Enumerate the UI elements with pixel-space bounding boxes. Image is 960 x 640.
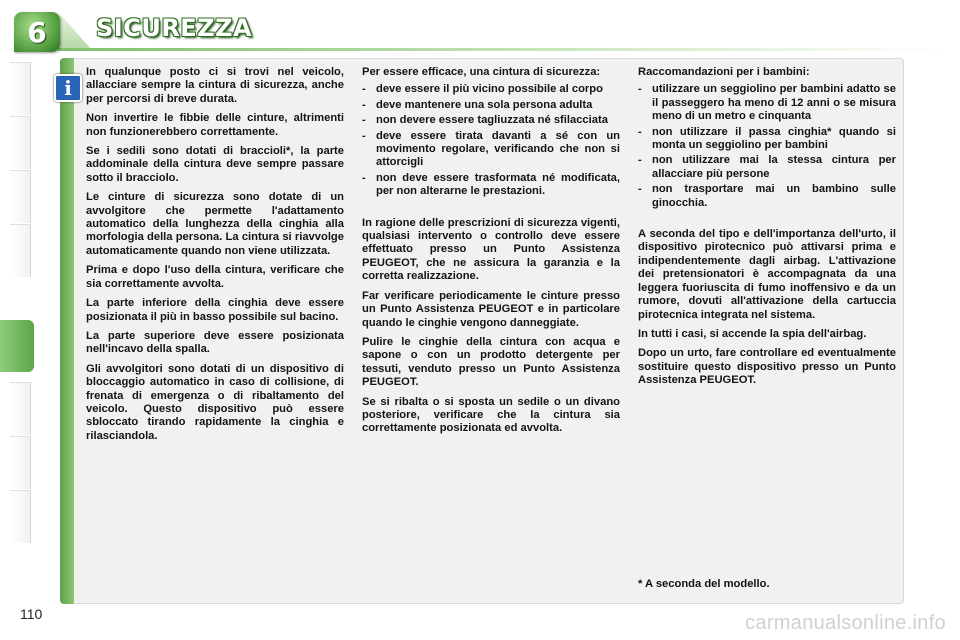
airbag-paragraph [638, 228, 896, 322]
footnote: * A seconda del modello. [638, 578, 770, 590]
watermark: carmanualsonline.info [745, 612, 946, 634]
page-title: SICUREZZA [96, 14, 253, 42]
list-item: - deve essere il più vicino possibile al corpo [362, 83, 620, 96]
airbag-text: il dispositivo pirotecnico può attivarsi prima e indipendentemente dagli airbag. L'attivazione dei pretensionatori è accompagnata da una leggera fuoriuscita di fumo inoffensivo e da un rumore, dovuti all'attivazione della cartuccia pirotecnica integrata nel sistema. [638, 228, 896, 321]
paragraph: Pulire le cinghie della cintura con acqua e sapone o con un prodotto detergente per tessuti, venduto presso un Punto Assistenza PEUGEOT. [362, 335, 620, 389]
list-item: - deve mantenere una sola persona adulta [362, 99, 620, 112]
paragraph: In qualunque posto ci si trovi nel veicolo, allacciare sempre la cintura di sicurezza, anche per percorsi di breve durata. [86, 66, 344, 105]
paragraph: La parte superiore deve essere posizionata nell'incavo della spalla. [86, 329, 344, 356]
airbag-lead: A seconda del tipo e dell'importanza dell'urto, [638, 228, 886, 241]
paragraph: Non invertire le fibbie delle cinture, altrimenti non funzionerebbero correttamente. [86, 112, 344, 138]
column-1 [86, 66, 344, 449]
paragraph: Prima e dopo l'uso della cintura, verificare che sia correttamente avvolta. [86, 264, 344, 290]
page-number: 110 [20, 606, 43, 622]
chapter-tab[interactable] [10, 170, 31, 223]
chapter-tab[interactable] [10, 116, 31, 169]
list-item: - non utilizzare mai la stessa cintura per allacciare più persone [638, 154, 896, 181]
children-recommendations-list [638, 83, 896, 210]
chapter-tab[interactable] [10, 62, 31, 115]
list-item: - non deve essere trasformata né modificata, per non alterarne le prestazioni. [362, 172, 620, 199]
paragraph: Dopo un urto, fare controllare ed eventualmente sostituire questo dispositivo presso un Punto Assistenza PEUGEOT. [638, 347, 896, 387]
paragraph: Gli avvolgitori sono dotati di un dispositivo di bloccaggio automatico in caso di collisione, di frenata di emergenza o di ribaltamento del veicolo. Questo dispositivo può essere sbloccato tirando rapidamente la cinghia e rilasciandola. [86, 362, 344, 442]
list-item: - utilizzare un seggiolino per bambini adatto se il passeggero ha meno di 12 anni o se misura meno di un metro e cinquanta [638, 83, 896, 123]
header-divider [58, 48, 948, 51]
paragraph: In ragione delle prescrizioni di sicurezza vigenti, qualsiasi intervento o controllo deve essere effettuato presso un Punto Assistenza PEUGEOT, che ne assicura la garanzia e la corretta realizzazione. [362, 216, 620, 283]
chapter-tab-active[interactable] [0, 320, 34, 372]
paragraph: La parte inferiore della cinghia deve essere posizionata il più in basso possibile sul bacino. [86, 297, 344, 323]
paragraph: Se si ribalta o si sposta un sedile o un divano posteriore, verificare che la cintura sia correttamente posizionata ed avvolta. [362, 395, 620, 435]
panel-accent-bar [60, 58, 74, 604]
column-2 [362, 66, 620, 442]
paragraph: Se i sedili sono dotati di braccioli*, la parte addominale della cintura deve sempre passare sotto il bracciolo. [86, 145, 344, 184]
chapter-tab[interactable] [10, 382, 31, 435]
chapter-number-badge: 6 [14, 12, 60, 52]
info-icon: i [54, 74, 82, 102]
paragraph: Le cinture di sicurezza sono dotate di un avvolgitore che permette l'adattamento automatico della lunghezza della cinghia alla morfologia della persona. La cintura si riavvolge automaticamente quando non viene utilizzata. [86, 191, 344, 257]
list-item: - non trasportare mai un bambino sulle ginocchia. [638, 183, 896, 210]
list-item: - non utilizzare il passa cinghia* quando si monta un seggiolino per bambini [638, 126, 896, 153]
chapter-tabs [0, 62, 36, 582]
section-heading: Raccomandazioni per i bambini: [638, 66, 810, 78]
column-3 [638, 66, 896, 394]
list-intro: Per essere efficace, una cintura di sicurezza: [362, 66, 601, 78]
chapter-tab[interactable] [10, 224, 31, 277]
paragraph: Far verificare periodicamente le cinture presso un Punto Assistenza PEUGEOT e in particolare quando le cinghie vengono danneggiate. [362, 289, 620, 329]
chapter-tab[interactable] [10, 436, 31, 489]
chapter-tab[interactable] [10, 490, 31, 543]
list-item: - non devere essere tagliuzzata né sfilacciata [362, 114, 620, 127]
paragraph: In tutti i casi, si accende la spia dell'airbag. [638, 327, 867, 340]
requirements-list [362, 83, 620, 198]
list-item: - deve essere tirata davanti a sé con un movimento regolare, verificando che non si attorcigli [362, 130, 620, 170]
